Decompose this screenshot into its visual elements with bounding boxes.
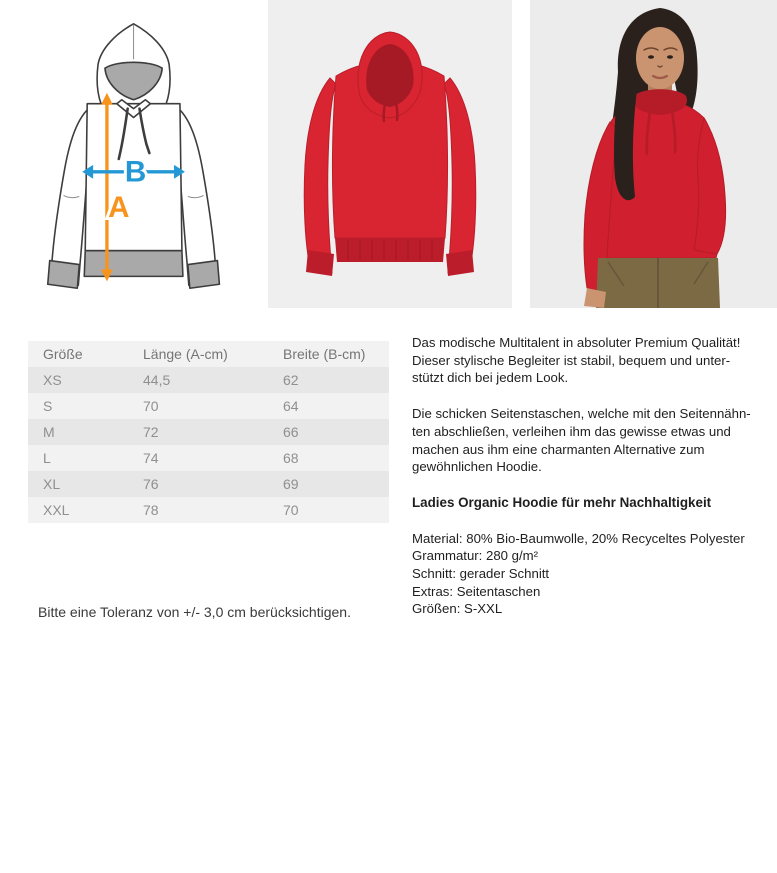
column-header-width: Breite (B-cm) bbox=[283, 346, 366, 362]
width-value: 62 bbox=[283, 372, 299, 388]
spec-material: Material: 80% Bio-Baumwolle, 20% Recyceltes Polyester bbox=[412, 530, 745, 546]
size-value: XS bbox=[43, 372, 62, 388]
length-value: 78 bbox=[143, 502, 159, 518]
description-line: gewöhnlichen Hoodie. bbox=[412, 459, 542, 475]
size-table-header-row bbox=[28, 341, 389, 367]
size-row-l bbox=[28, 445, 389, 471]
size-value: L bbox=[43, 450, 51, 466]
column-header-length: Länge (A-cm) bbox=[143, 346, 228, 362]
description-line: Dieser stylische Begleiter ist stabil, bequem und unter- bbox=[412, 352, 731, 368]
flat-hoodie-hood bbox=[358, 32, 422, 118]
size-row-xxl bbox=[28, 497, 389, 523]
description-line: machen aus ihm eine charmanten Alternative zum bbox=[412, 441, 705, 457]
description-line: ten abschließen, verleihen ihm das gewisse etwas und bbox=[412, 423, 731, 439]
size-row-s bbox=[28, 393, 389, 419]
model-wearing-hoodie-illustration bbox=[530, 0, 777, 308]
length-value: 76 bbox=[143, 476, 159, 492]
size-table bbox=[28, 341, 389, 523]
size-value: XL bbox=[43, 476, 61, 492]
spec-extras: Extras: Seitentaschen bbox=[412, 583, 541, 599]
spec-grammage: Grammatur: 280 g/m² bbox=[412, 548, 539, 564]
description-paragraph-1 bbox=[412, 334, 772, 387]
spec-cut: Schnitt: gerader Schnitt bbox=[412, 566, 550, 582]
size-value: XXL bbox=[43, 502, 70, 518]
description-line: Das modische Multitalent in absoluter Premium Qualität! bbox=[412, 335, 741, 350]
product-subheading: Ladies Organic Hoodie für mehr Nachhaltigkeit bbox=[412, 494, 712, 510]
tolerance-note: Bitte eine Toleranz von +/- 3,0 cm berücksichtigen. bbox=[38, 604, 351, 620]
description-line: Die schicken Seitenstaschen, welche mit den Seitennähn- bbox=[412, 406, 751, 422]
length-label-a: A bbox=[108, 191, 130, 225]
hoodie-hem-band bbox=[84, 251, 183, 277]
width-label-b: B bbox=[124, 155, 147, 189]
width-value: 69 bbox=[283, 476, 299, 492]
size-row-xl bbox=[28, 471, 389, 497]
description-paragraph-2 bbox=[412, 405, 772, 476]
model-pants bbox=[596, 258, 720, 308]
length-value: 72 bbox=[143, 424, 159, 440]
product-specs bbox=[412, 530, 772, 619]
product-photo-model bbox=[530, 0, 777, 308]
red-hoodie-flat-illustration bbox=[268, 0, 512, 308]
length-value: 70 bbox=[143, 398, 159, 414]
description-line: stützt dich bei jedem Look. bbox=[412, 370, 569, 386]
size-row-m bbox=[28, 419, 389, 445]
width-value: 70 bbox=[283, 502, 299, 518]
size-value: M bbox=[43, 424, 55, 440]
product-description bbox=[412, 334, 772, 636]
hoodie-diagram-drawing bbox=[28, 5, 250, 308]
length-value: 74 bbox=[143, 450, 159, 466]
column-header-size: Größe bbox=[43, 346, 83, 362]
width-value: 68 bbox=[283, 450, 299, 466]
spec-sizes: Größen: S-XXL bbox=[412, 601, 503, 617]
width-value: 66 bbox=[283, 424, 299, 440]
product-photo-flat bbox=[268, 0, 512, 308]
model-face bbox=[636, 27, 684, 89]
hoodie-measurement-diagram bbox=[28, 5, 250, 308]
width-value: 64 bbox=[283, 398, 299, 414]
size-value: S bbox=[43, 398, 53, 414]
flat-hoodie-hem bbox=[335, 238, 445, 262]
length-value: 44,5 bbox=[143, 372, 171, 388]
size-row-xs bbox=[28, 367, 389, 393]
